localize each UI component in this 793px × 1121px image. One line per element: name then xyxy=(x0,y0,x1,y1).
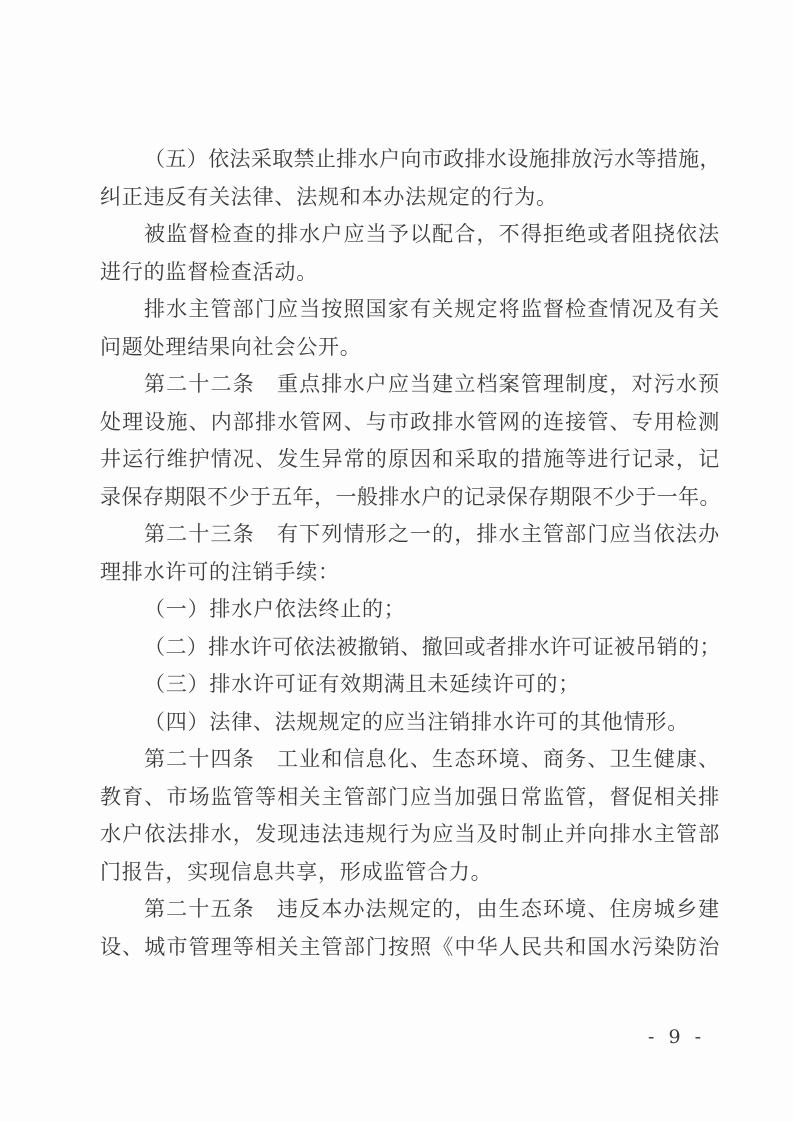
text-line: 问题处理结果向社会公开。 xyxy=(100,334,362,359)
document-body xyxy=(100,141,720,966)
text-line: 被监督检查的排水户应当予以配合，不得拒绝或者阻挠依法 xyxy=(144,222,720,246)
text-line: 第二十四条 工业和信息化、生态环境、商务、卫生健康、 xyxy=(144,747,720,771)
text-line: 第二十二条 重点排水户应当建立档案管理制度，对污水预 xyxy=(144,372,720,396)
text-line: 设、城市管理等相关主管部门按照《中华人民共和国水污染防治 xyxy=(100,934,720,959)
text-line: （三）排水许可证有效期满且未延续许可的； xyxy=(144,672,580,696)
text-line: 理排水许可的注销手续： xyxy=(100,559,340,584)
text-line: 纠正违反有关法律、法规和本办法规定的行为。 xyxy=(100,184,558,209)
text-line: 录保存期限不少于五年，一般排水户的记录保存期限不少于一年。 xyxy=(100,484,720,509)
text-line: 井运行维护情况、发生异常的原因和采取的措施等进行记录，记 xyxy=(100,447,720,471)
text-line: 进行的监督检查活动。 xyxy=(100,259,318,284)
text-line: 第二十三条 有下列情形之一的，排水主管部门应当依法办 xyxy=(144,522,720,546)
text-line: 第二十五条 违反本办法规定的，由生态环境、住房城乡建 xyxy=(144,897,720,921)
text-line: （四）法律、法规规定的应当注销排水许可的其他情形。 xyxy=(144,709,689,734)
page-number: - 9 - xyxy=(647,1026,705,1048)
text-line: 门报告，实现信息共享，形成监管合力。 xyxy=(100,859,493,884)
text-line: （五）依法采取禁止排水户向市政排水设施排放污水等措施， xyxy=(144,147,720,171)
text-line: 水户依法排水，发现违法违规行为应当及时制止并向排水主管部 xyxy=(100,822,720,846)
text-line: 教育、市场监管等相关主管部门应当加强日常监管，督促相关排 xyxy=(100,784,720,809)
text-line: 处理设施、内部排水管网、与市政排水管网的连接管、专用检测 xyxy=(100,409,720,434)
text-line: （二）排水许可依法被撤销、撤回或者排水许可证被吊销的； xyxy=(144,634,720,659)
text-line: 排水主管部门应当按照国家有关规定将监督检查情况及有关 xyxy=(144,297,720,321)
text-line: （一）排水户依法终止的； xyxy=(144,597,406,621)
